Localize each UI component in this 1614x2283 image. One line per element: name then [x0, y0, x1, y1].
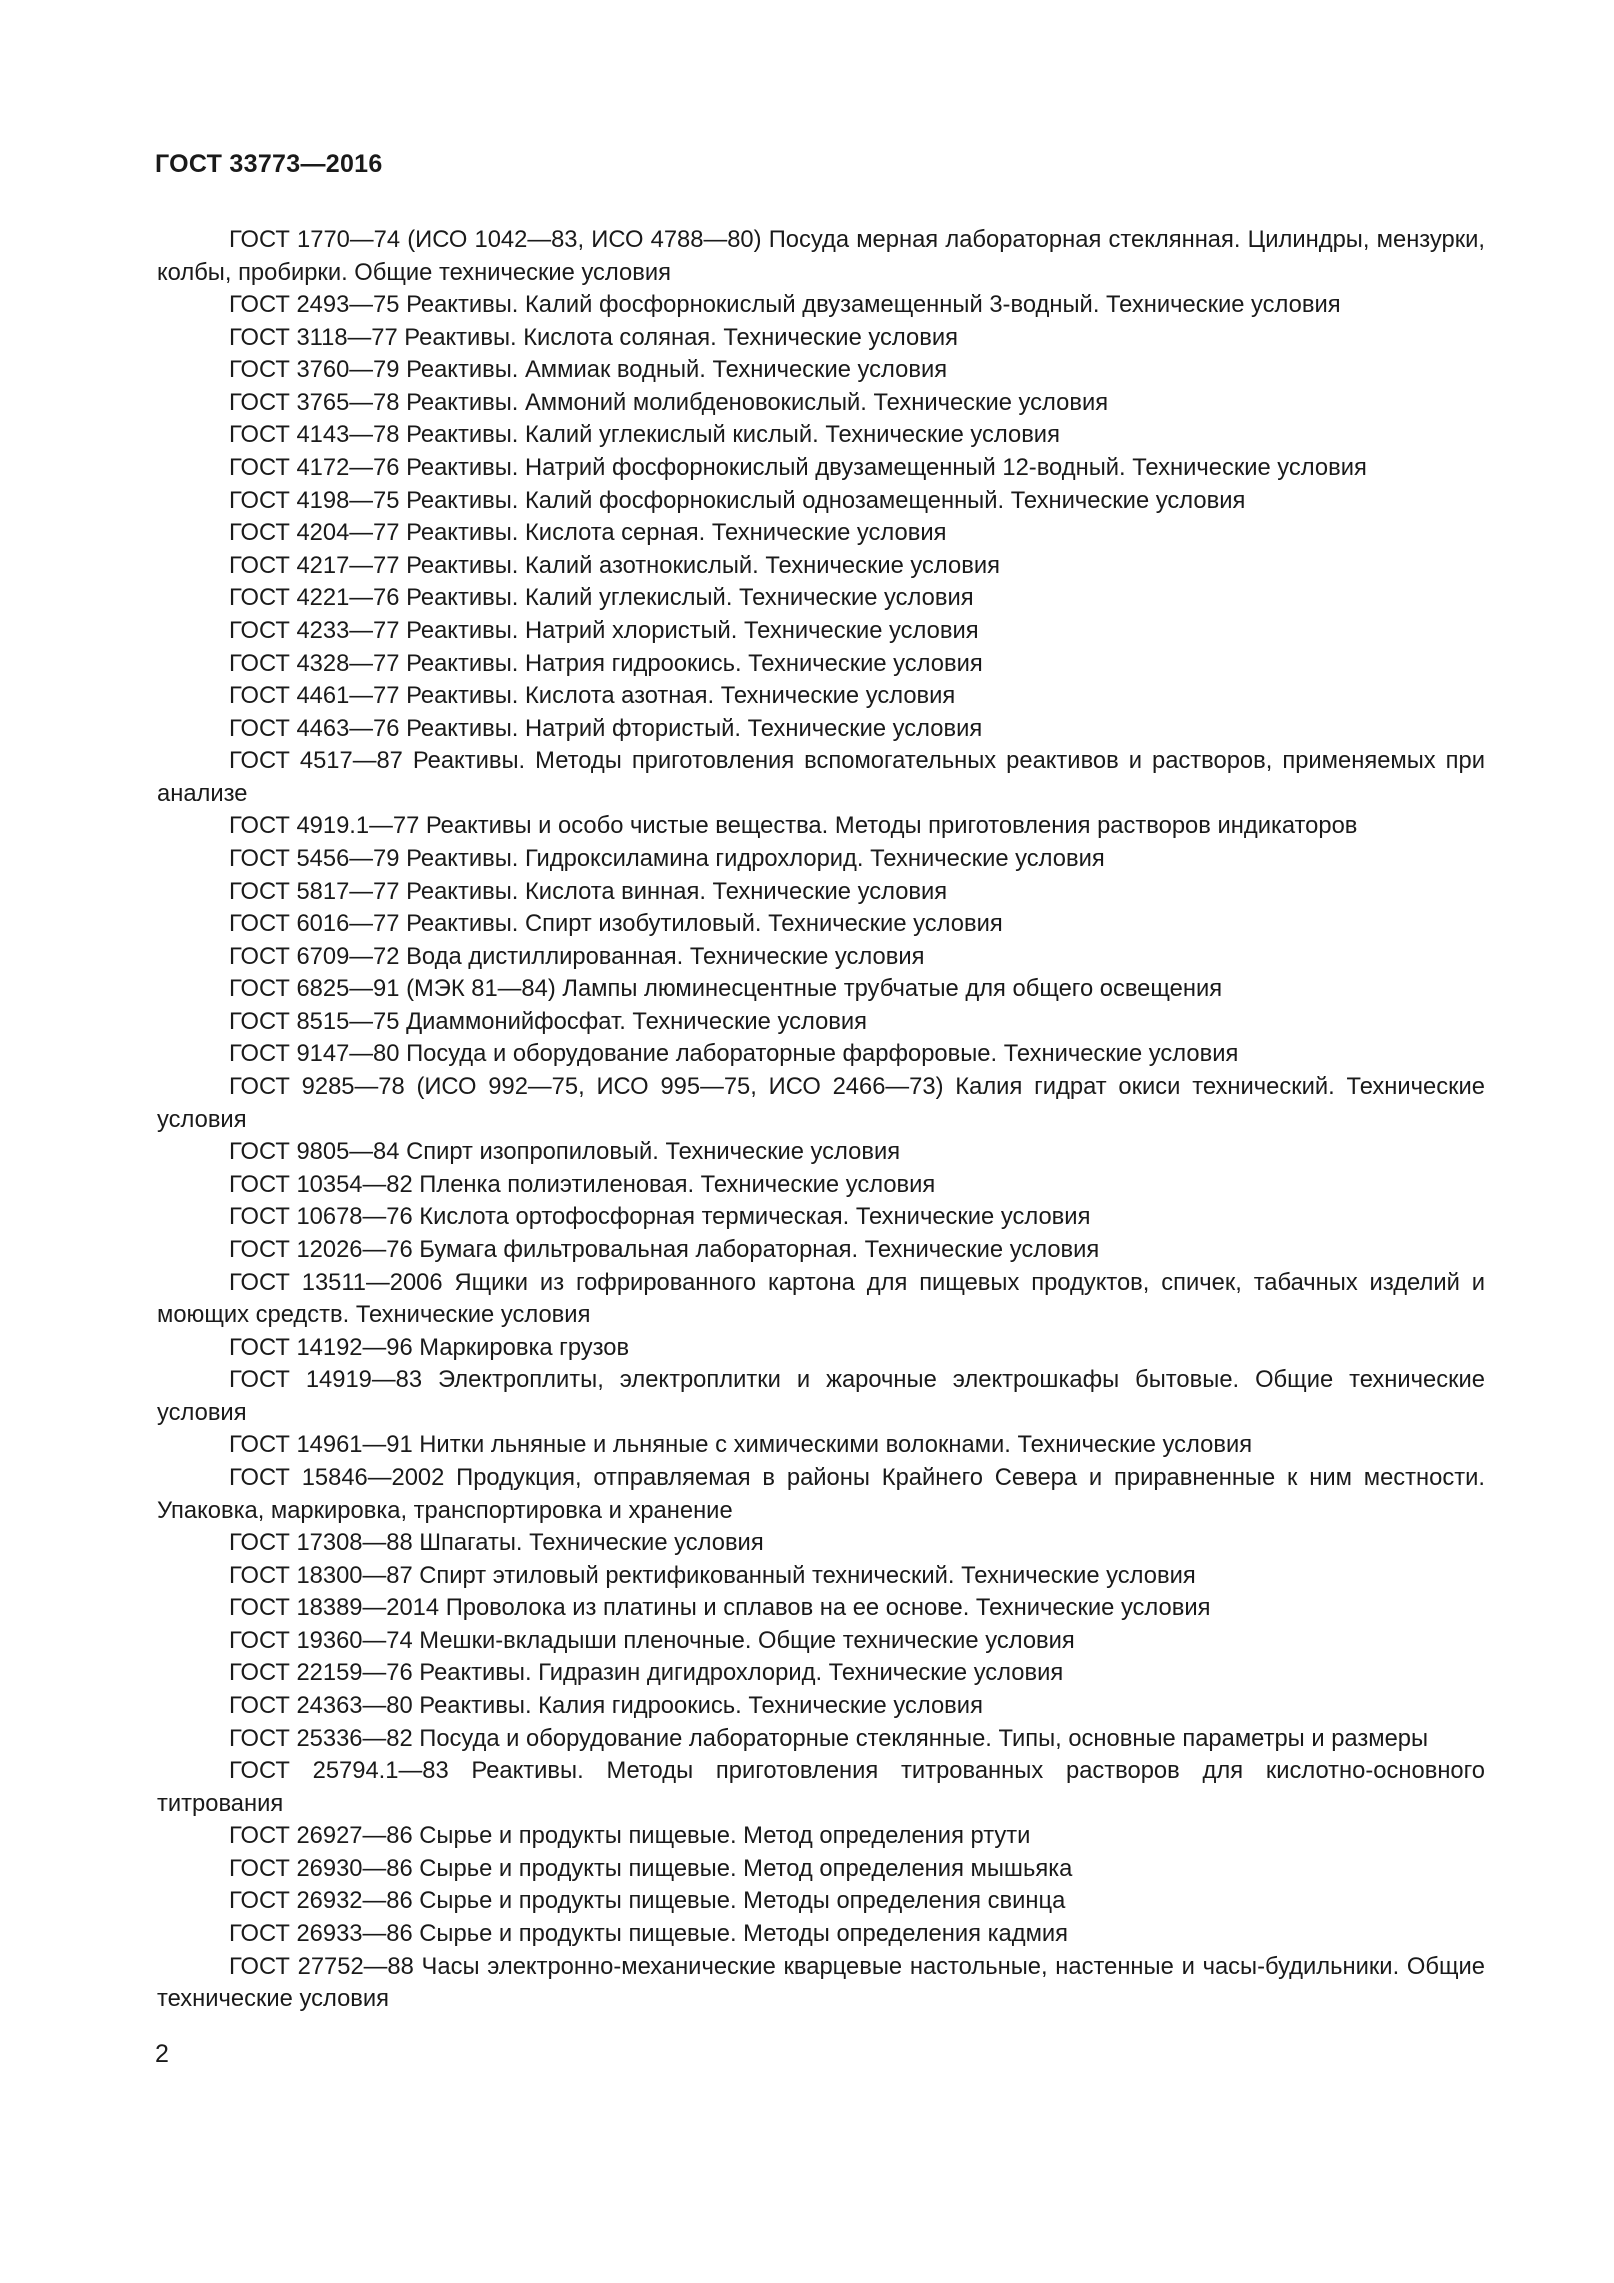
reference-item: ГОСТ 8515—75 Диаммонийфосфат. Технические условия — [229, 1007, 868, 1035]
reference-item: ГОСТ 4204—77 Реактивы. Кислота серная. Технические условия — [229, 519, 947, 547]
reference-item: ГОСТ 4328—77 Реактивы. Натрия гидроокись. Технические условия — [229, 649, 983, 677]
reference-item: ГОСТ 9147—80 Посуда и оборудование лабораторные фарфоровые. Технические условия — [229, 1040, 1239, 1068]
reference-item: ГОСТ 14919—83 Электроплиты, электроплитки и жарочные электрошкафы бытовые. Общие технические условия — [157, 1366, 1485, 1426]
reference-item: ГОСТ 18389—2014 Проволока из платины и сплавов на ее основе. Технические условия — [229, 1594, 1211, 1622]
reference-item: ГОСТ 26933—86 Сырье и продукты пищевые. Методы определения кадмия — [229, 1920, 1069, 1948]
reference-item: ГОСТ 10678—76 Кислота ортофосфорная термическая. Технические условия — [229, 1203, 1091, 1231]
reference-item: ГОСТ 25336—82 Посуда и оборудование лабораторные стеклянные. Типы, основные параметры и размеры — [229, 1724, 1429, 1752]
reference-item: ГОСТ 22159—76 Реактивы. Гидразин дигидрохлорид. Технические условия — [229, 1659, 1064, 1687]
page-number: 2 — [155, 2040, 169, 2068]
document-header: ГОСТ 33773—2016 — [155, 150, 383, 178]
reference-item: ГОСТ 26927—86 Сырье и продукты пищевые. Метод определения ртути — [229, 1822, 1031, 1850]
reference-item: ГОСТ 13511—2006 Ящики из гофрированного картона для пищевых продуктов, спичек, табачных изделий и моющих средств. Технические условия — [157, 1268, 1485, 1329]
reference-item: ГОСТ 14961—91 Нитки льняные и льняные с химическими волокнами. Технические условия — [229, 1431, 1253, 1459]
reference-item: ГОСТ 6016—77 Реактивы. Спирт изобутиловый. Технические условия — [229, 910, 1003, 938]
reference-item: ГОСТ 4919.1—77 Реактивы и особо чистые вещества. Методы приготовления растворов индикаторов — [229, 812, 1358, 840]
reference-item: ГОСТ 5817—77 Реактивы. Кислота винная. Технические условия — [229, 877, 948, 905]
reference-item: ГОСТ 1770—74 (ИСО 1042—83, ИСО 4788—80) Посуда мерная лабораторная стеклянная. Цилиндры, мензурки, колбы, пробирки. Общие технические условия — [157, 226, 1485, 286]
reference-item: ГОСТ 4198—75 Реактивы. Калий фосфорнокислый однозамещенный. Технические условия — [229, 486, 1246, 514]
reference-item: ГОСТ 27752—88 Часы электронно-механические кварцевые настольные, настенные и часы-будильники. Общие технические условия — [157, 1952, 1485, 2013]
reference-item: ГОСТ 4233—77 Реактивы. Натрий хлористый. Технические условия — [229, 616, 979, 644]
reference-item: ГОСТ 4143—78 Реактивы. Калий углекислый кислый. Технические условия — [229, 421, 1060, 449]
reference-item: ГОСТ 12026—76 Бумага фильтровальная лабораторная. Технические условия — [229, 1235, 1100, 1263]
reference-item: ГОСТ 17308—88 Шпагаты. Технические условия — [229, 1529, 764, 1557]
reference-item: ГОСТ 2493—75 Реактивы. Калий фосфорнокислый двузамещенный 3-водный. Технические условия — [229, 291, 1341, 319]
reference-item: ГОСТ 3118—77 Реактивы. Кислота соляная. Технические условия — [229, 323, 958, 351]
reference-item: ГОСТ 5456—79 Реактивы. Гидроксиламина гидрохлорид. Технические условия — [229, 844, 1105, 872]
reference-item: ГОСТ 9805—84 Спирт изопропиловый. Технические условия — [229, 1138, 901, 1166]
normative-references-list — [157, 224, 1485, 2016]
reference-item: ГОСТ 4517—87 Реактивы. Методы приготовления вспомогательных реактивов и растворов, применяемых при анализе — [157, 747, 1485, 807]
reference-item: ГОСТ 6709—72 Вода дистиллированная. Технические условия — [229, 942, 925, 970]
reference-item: ГОСТ 24363—80 Реактивы. Калия гидроокись. Технические условия — [229, 1692, 983, 1720]
reference-item: ГОСТ 26930—86 Сырье и продукты пищевые. Метод определения мышьяка — [229, 1854, 1073, 1882]
reference-item: ГОСТ 4172—76 Реактивы. Натрий фосфорнокислый двузамещенный 12-водный. Технические условия — [229, 454, 1367, 482]
reference-item: ГОСТ 4217—77 Реактивы. Калий азотнокислый. Технические условия — [229, 551, 1000, 579]
reference-item: ГОСТ 4221—76 Реактивы. Калий углекислый. Технические условия — [229, 584, 974, 612]
reference-item: ГОСТ 19360—74 Мешки-вкладыши пленочные. Общие технические условия — [229, 1626, 1075, 1654]
reference-item: ГОСТ 9285—78 (ИСО 992—75, ИСО 995—75, ИСО 2466—73) Калия гидрат окиси технический. Технические условия — [157, 1073, 1485, 1133]
reference-item: ГОСТ 3765—78 Реактивы. Аммоний молибденовокислый. Технические условия — [229, 388, 1109, 416]
reference-item: ГОСТ 18300—87 Спирт этиловый ректификованный технический. Технические условия — [229, 1561, 1196, 1589]
reference-item: ГОСТ 26932—86 Сырье и продукты пищевые. Методы определения свинца — [229, 1887, 1066, 1915]
reference-item: ГОСТ 4463—76 Реактивы. Натрий фтористый. Технические условия — [229, 714, 983, 742]
reference-item: ГОСТ 3760—79 Реактивы. Аммиак водный. Технические условия — [229, 356, 948, 384]
reference-item: ГОСТ 25794.1—83 Реактивы. Методы приготовления титрованных растворов для кислотно-основного титрования — [157, 1757, 1485, 1817]
reference-item: ГОСТ 14192—96 Маркировка грузов — [229, 1333, 630, 1361]
reference-item: ГОСТ 4461—77 Реактивы. Кислота азотная. Технические условия — [229, 682, 956, 710]
reference-item: ГОСТ 15846—2002 Продукция, отправляемая в районы Крайнего Севера и приравненные к ним местности. Упаковка, маркировка, транспортировка и хранение — [157, 1463, 1485, 1524]
reference-item: ГОСТ 10354—82 Пленка полиэтиленовая. Технические условия — [229, 1170, 936, 1198]
reference-item: ГОСТ 6825—91 (МЭК 81—84) Лампы люминесцентные трубчатые для общего освещения — [229, 975, 1223, 1003]
